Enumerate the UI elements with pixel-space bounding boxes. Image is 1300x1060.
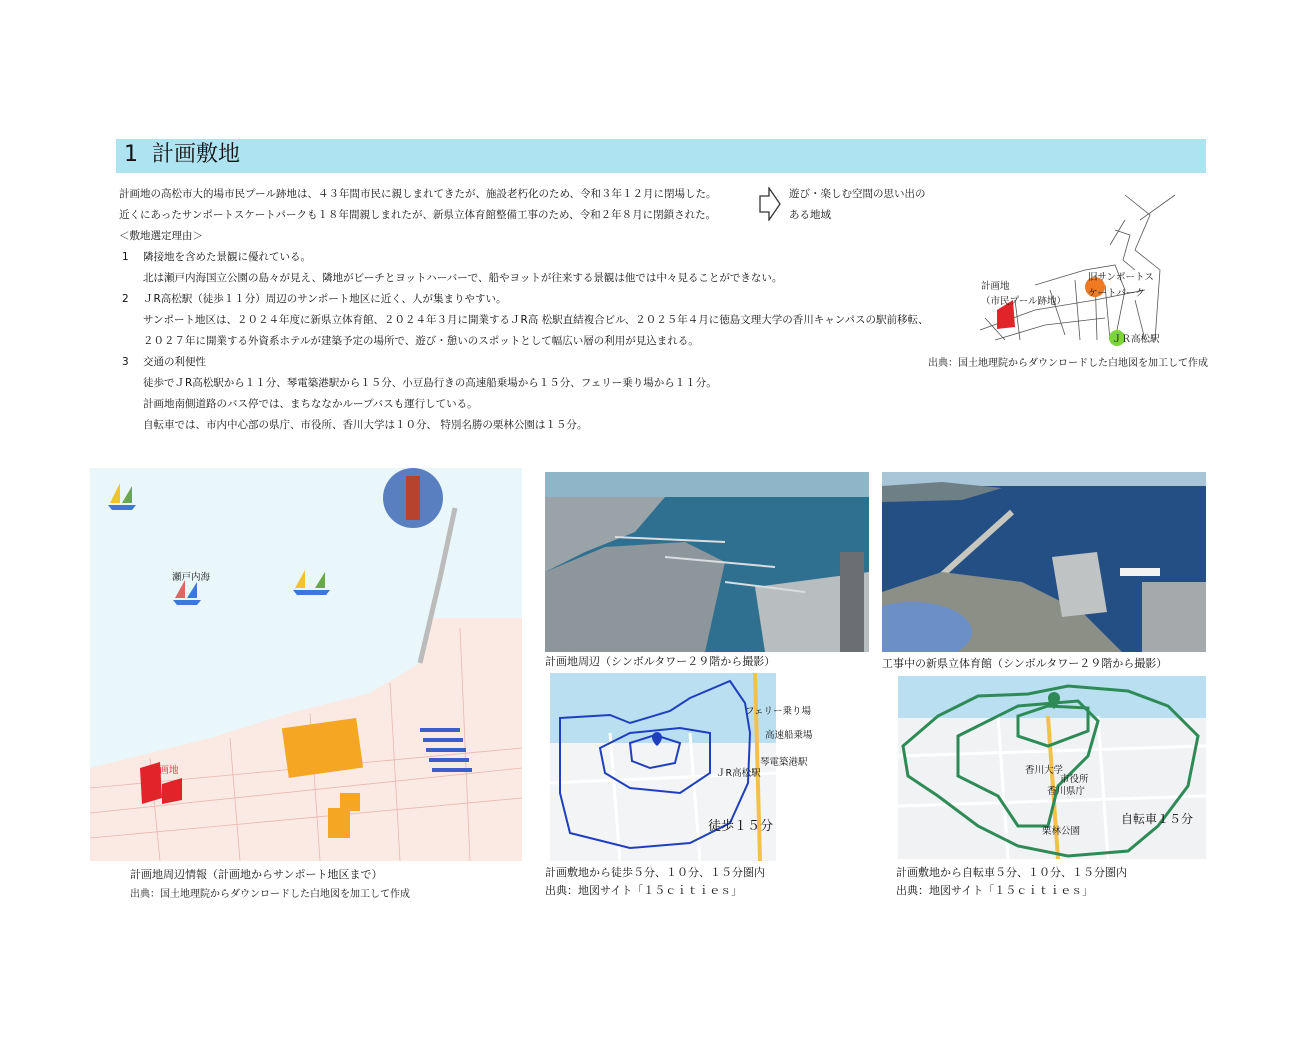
section-number: 1 [124,142,138,167]
walk-map-source: 出典：地図サイト「１５ｃｉｔｉｅｓ」 [545,884,743,897]
reason-3-title: 交通の利便性 [143,356,206,368]
arrow-text-line-2: ある地域 [789,209,831,221]
reason-3-number: 3 [122,356,129,368]
walk-map-jr-label: ＪR高松駅 [716,768,761,779]
photo-new-gym [882,472,1206,652]
section-title-text: 計画敷地 [152,142,241,167]
bike-map-source: 出典：地図サイト「１５ｃｉｔｉｅｓ」 [896,884,1094,897]
photo-right-caption: 工事中の新県立体育館（シンボルタワー２９階から撮影） [882,657,1168,670]
section-title [124,141,240,169]
intro-line-1: 計画地の高松市大的場市民プール跡地は、４３年間市民に親しまれてきたが、施設老朽化のため、令和３年１２月に閉場した。 [119,188,717,200]
walk-map-ferry-label: フェリー乗り場 [745,706,812,717]
area-map-site-label: 計画地 [150,765,179,776]
location-map-source: 出典：国土地理院からダウンロードした白地図を加工して作成 [928,358,1208,369]
location-map-site-label-1: 計画地 [981,281,1010,292]
reason-1-number: 1 [122,251,129,263]
area-map-sea-label: 瀬戸内海 [172,572,211,583]
walk-map-caption: 計画敷地から徒歩５分、１０分、１５分圏内 [545,866,765,879]
bike-map-park-label: 栗林公園 [1042,826,1081,837]
bike-map-pref-label: 香川県庁 [1047,786,1086,797]
location-map-site-label-2: （市民プール跡地） [981,296,1067,307]
location-map-skate-label-2: ケートパーク [1088,288,1145,299]
reason-1-detail: 北は瀬戸内海国立公園の島々が見え、隣地がビーチとヨットハーバーで、船やヨットが往来する景観は他では中々見ることができない。 [143,272,783,284]
reason-3-detail-1: 徒歩でＪR高松駅から１１分、琴電築港駅から１５分、小豆島行きの高速船乗場から１５分、フェリー乗り場から１１分。 [143,377,717,389]
reason-2-title: ＪR高松駅（徒歩１１分）周辺のサンポート地区に近く、人が集まりやすい。 [143,293,507,305]
location-map-skate-label-1: 旧サンポートス [1088,272,1154,283]
photo-left-caption: 計画地周辺（シンボルタワー２９階から撮影） [545,655,776,668]
reason-2-detail-1: サンポート地区は、２０２４年度に新県立体育館、２０２４年３月に開業するＪR高 松駅直結複合ビル、２０２５年４月に徳島文理大学の香川キャンパスの駅前移転、 [143,314,929,326]
right-arrow-icon [759,187,781,221]
bike-map-15min-label: 自転車１５分 [1121,812,1194,826]
bike-map-caption: 計画敷地から自転車５分、１０分、１５分圏内 [896,866,1127,879]
reason-3-detail-2: 計画地南側道路のバス停では、まちななかループバスも運行している。 [143,398,478,410]
reason-1-title: 隣接地を含めた景観に優れている。 [143,251,311,263]
reasons-heading: ＜敷地選定理由＞ [119,230,203,242]
bike-map-cityhall-label: 市役所 [1060,774,1089,785]
location-map-station-label: ＪＲ高松駅 [1112,334,1160,345]
walk-map-15min-label: 徒歩１５分 [708,819,774,834]
reason-2-detail-2: ２０２７年に開業する外資系ホテルが建築予定の場所で、遊び・憩いのスポットとして幅広い層の利用が見込まれる。 [143,335,699,347]
reason-2-number: 2 [122,293,129,305]
section-header-band [116,139,1206,173]
photo-site-surroundings [545,472,869,652]
walk-map-highspeed-label: 高速船乗場 [765,730,813,741]
area-map-source: 出典：国土地理院からダウンロードした白地図を加工して作成 [130,889,410,900]
area-map-caption: 計画地周辺情報（計画地からサンポート地区まで） [130,868,383,881]
location-map [975,190,1195,350]
reason-3-detail-3: 自転車では、市内中心部の県庁、市役所、香川大学は１０分、 特別名勝の栗林公園は１５分。 [143,419,588,431]
walk-map-kotoden-label: 琴電築港駅 [760,757,808,768]
area-map [90,468,522,861]
arrow-text-line-1: 遊び・楽しむ空間の思い出の [789,188,926,200]
bike-map-univ-label: 香川大学 [1025,765,1064,776]
intro-line-2: 近くにあったサンポートスケートパークも１８年間親しまれたが、新県立体育館整備工事のため、令和２年８月に閉鎖された。 [119,209,717,221]
